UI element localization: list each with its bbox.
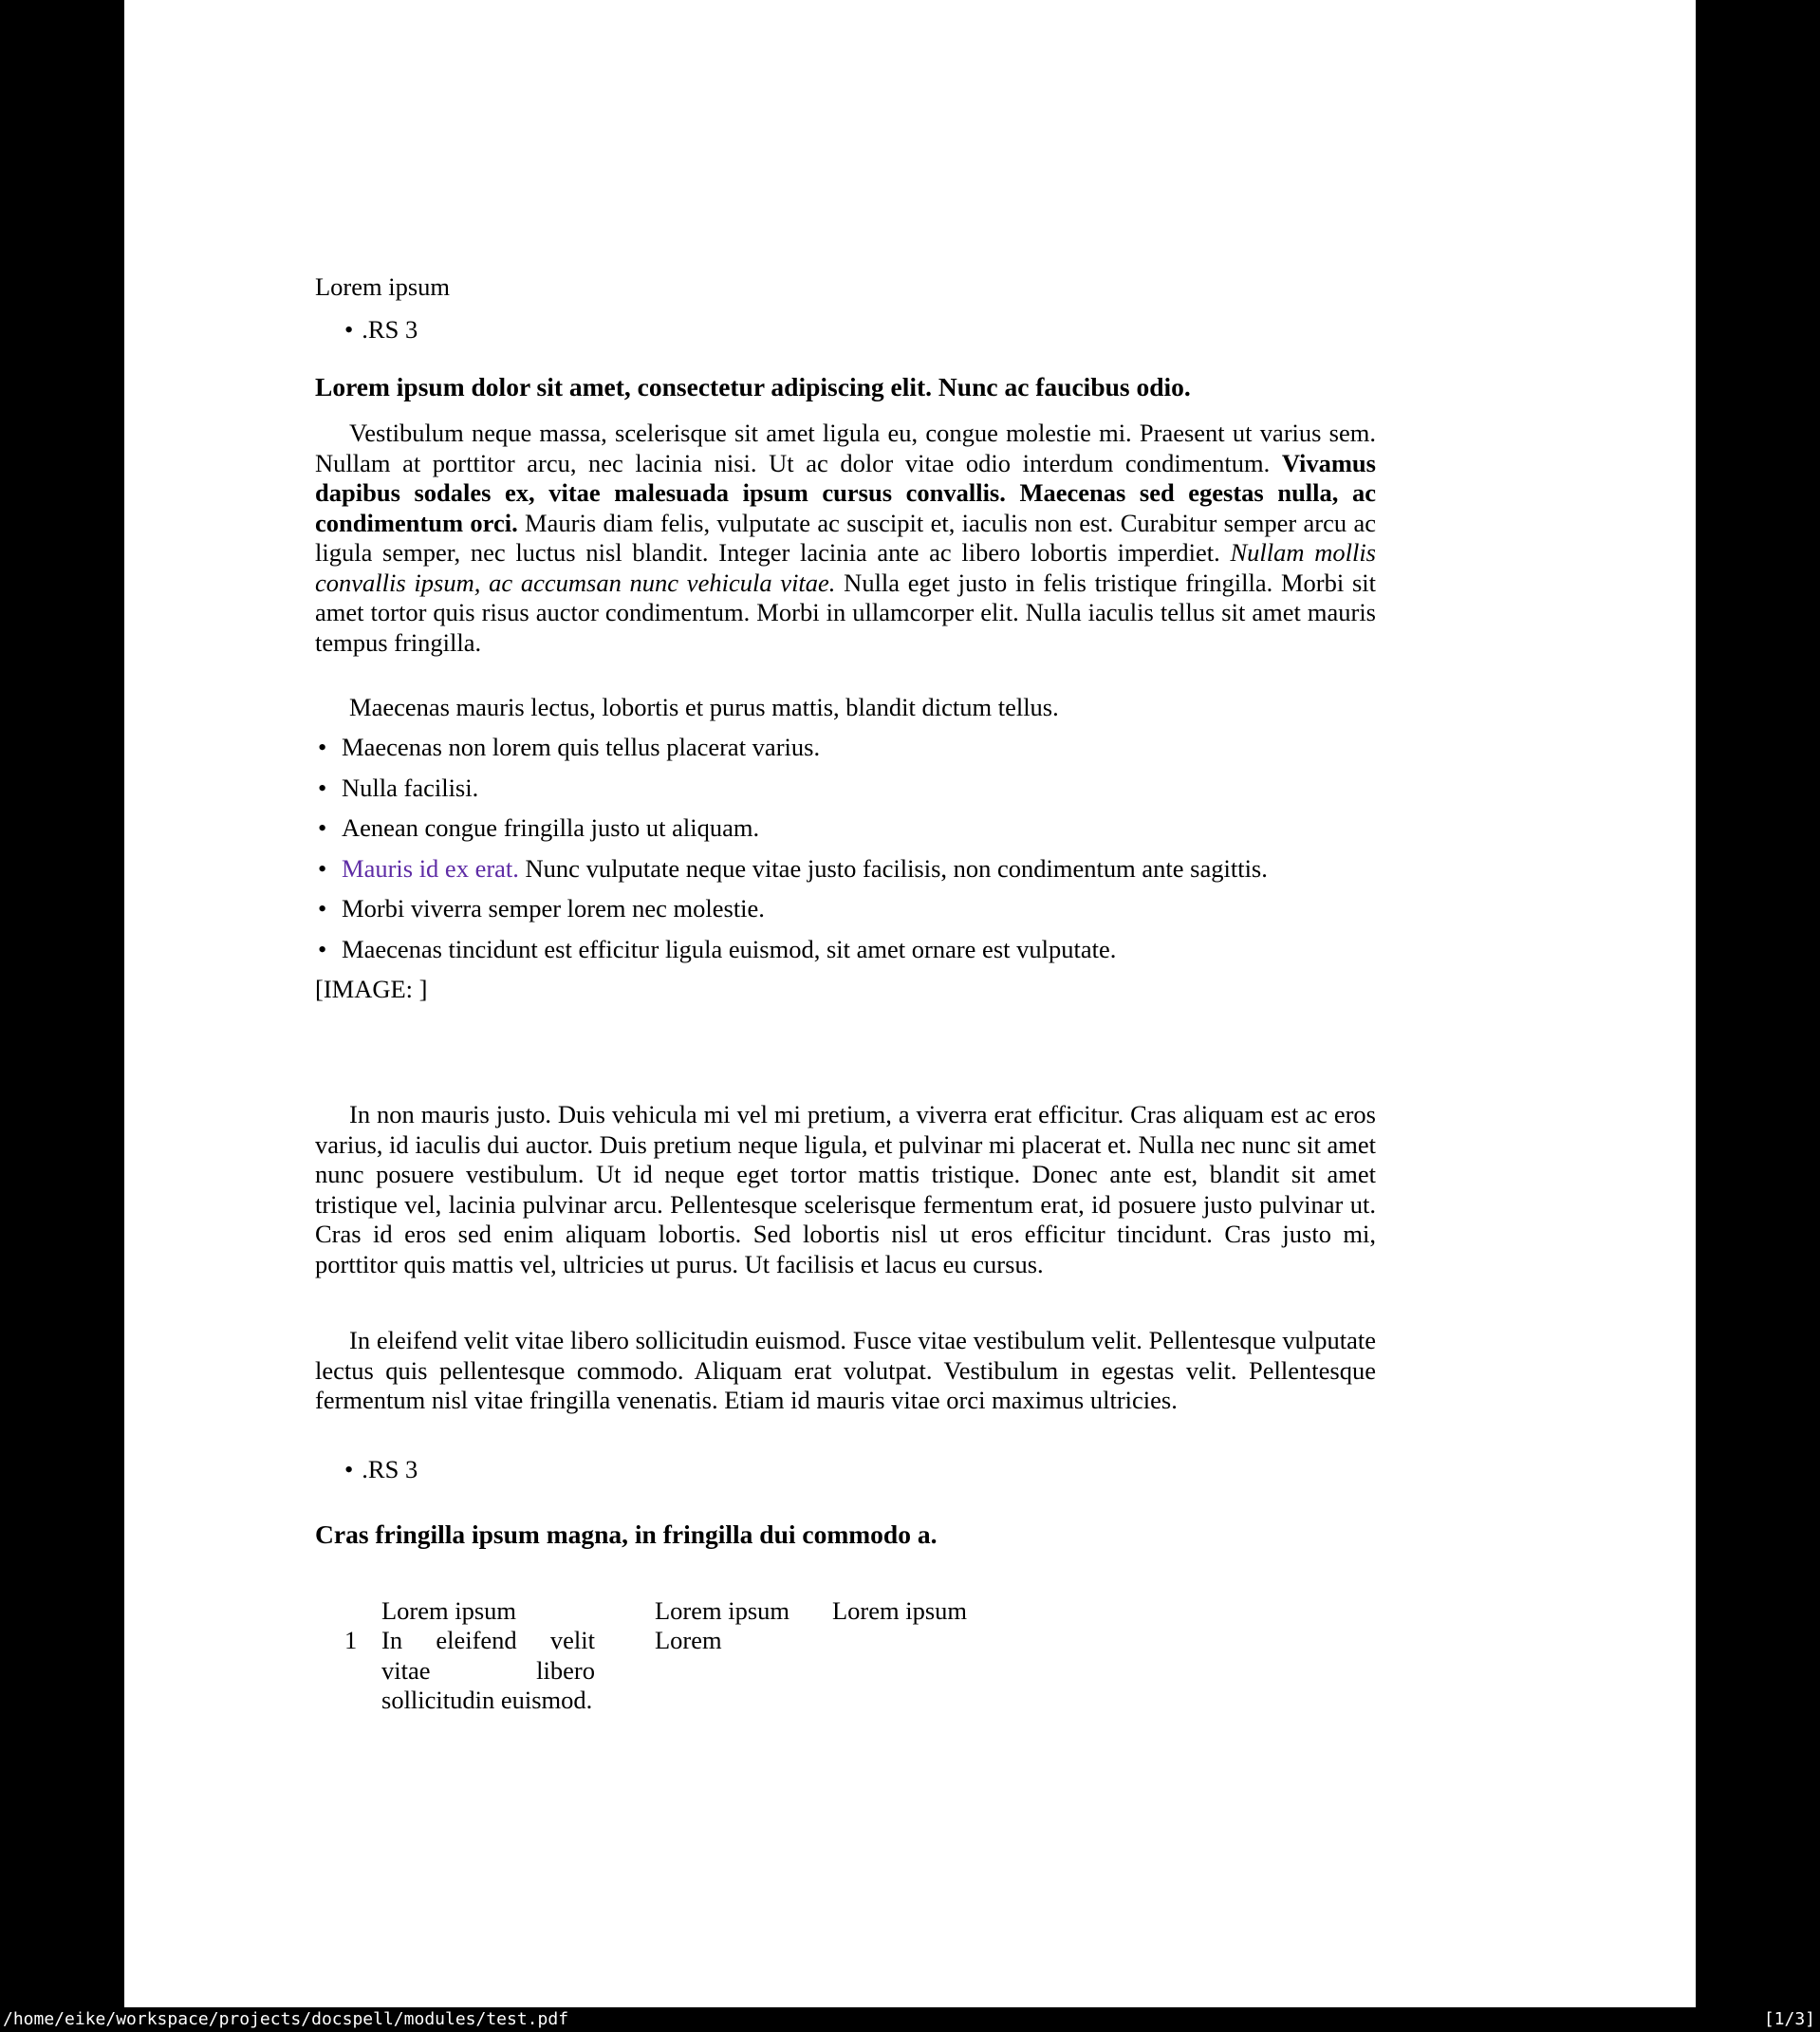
rs-directive-item: [344, 315, 418, 345]
paragraph-2: In non mauris justo. Duis vehicula mi vel mi pretium, a viverra erat efficitur. Cras aliquam est ac eros varius, id iaculis dui auctor. Duis pretium neque ligula, et pulvinar mi placerat et. Nulla nec nunc sit amet nunc posuere vestibulum. Ut id neque eget tortor mattis tristique. Donec ante est, blandit sit amet tristique vel, lacinia pulvinar arcu. Pellentesque scelerisque fermentum erat, id posuere justo pulvinar ut. Cras id eros sed enim aliquam lobortis. Sed lobortis nisl ut eros efficitur tincidunt. Cras justo mi, porttitor quis mattis vel, ultricies ut purus. Ut facilisis et lacus eu cursus.: [315, 1100, 1376, 1278]
list-item-text: Maecenas tincidunt est efficitur ligula euismod, sit amet ornare est vulputate.: [342, 935, 1117, 963]
paragraph-1: [315, 419, 1376, 658]
section-heading-2: Cras fringilla ipsum magna, in fringilla dui commodo a.: [315, 1519, 938, 1549]
document-page[interactable]: [124, 0, 1696, 2007]
list-item: [318, 813, 1376, 844]
list-item-text: [342, 854, 1376, 885]
table-cell: In eleifend velit vitae libero sollicitudin euismod.: [381, 1626, 595, 1714]
paragraph-1-run-bold: Vivamus dapibus sodales ex, vitae malesuada ipsum cursus convallis. Maecenas sed egestas nulla, ac condimentum orci.: [315, 448, 1376, 537]
section-heading-1: Lorem ipsum dolor sit amet, consectetur adipiscing elit. Nunc ac faucibus odio.: [315, 372, 1191, 401]
list-item-text: Nunc vulputate neque vitae justo facilisis, non condimentum ante sagittis.: [518, 854, 1268, 883]
statusbar: [0, 2007, 1820, 2032]
image-placeholder: [IMAGE: ]: [315, 975, 428, 1003]
bullet-icon: •: [344, 315, 354, 344]
paragraph-1-run-normal: Nulla eget justo in felis tristique fringilla. Morbi sit amet tortor quis risus auctor condimentum. Morbi in ullamcorper elit. Nulla iaculis tellus sit amet mauris tempus fringilla.: [315, 568, 1376, 657]
list-item: [318, 894, 1376, 924]
table-row-number: 1: [344, 1626, 358, 1654]
bullet-icon: •: [344, 1455, 354, 1483]
table-header-cell: Lorem ipsum: [832, 1596, 968, 1625]
list-item: [318, 935, 1376, 965]
table-header-cell: Lorem ipsum: [381, 1596, 517, 1625]
paragraph-1-run-italic: Nullam mollis convallis ipsum, ac accumsan nunc vehicula vitae.: [315, 538, 1376, 597]
lead-line: Maecenas mauris lectus, lobortis et purus mattis, blandit dictum tellus.: [349, 693, 1059, 721]
bullet-icon: •: [318, 813, 327, 842]
statusbar-page-indicator: [1/3]: [1763, 2009, 1815, 2029]
rs-directive-item: [344, 1455, 418, 1485]
list-item-text: Maecenas non lorem quis tellus placerat varius.: [342, 733, 821, 761]
list-item-text: Nulla facilisi.: [342, 774, 479, 802]
bullet-icon: •: [318, 854, 327, 883]
statusbar-file-path: /home/eike/workspace/projects/docspell/modules/test.pdf: [3, 2009, 569, 2029]
bullet-icon: •: [318, 894, 327, 923]
bullet-icon: •: [318, 733, 327, 761]
bullet-icon: •: [318, 774, 327, 802]
paragraph-1-run-normal: Vestibulum neque massa, scelerisque sit amet ligula eu, congue molestie mi. Praesent ut varius sem. Nullam at porttitor arcu, nec lacinia nisi. Ut ac dolor vitae odio interdum condimentum.: [315, 419, 1376, 477]
list-item: [318, 854, 1376, 885]
table-cell: Lorem: [655, 1626, 722, 1654]
paragraph-3: In eleifend velit vitae libero sollicitudin euismod. Fusce vitae vestibulum velit. Pellentesque vulputate lectus quis pellentesque commodo. Aliquam erat volutpat. Vestibulum in egestas velit. Pellentesque fermentum nisl vitae fringilla venenatis. Etiam id mauris vitae orci maximus ultricies.: [315, 1326, 1376, 1414]
bullet-icon: •: [318, 935, 327, 963]
table-header-cell: Lorem ipsum: [655, 1596, 790, 1625]
paragraph-1-run-normal: Mauris diam felis, vulputate ac suscipit et, iaculis non est. Curabitur semper arcu ac ligula semper, nec luctus nisl blandit. Integer lacinia ante ac libero lobortis imperdiet.: [315, 508, 1376, 567]
list-item-text: Morbi viverra semper lorem nec molestie.: [342, 894, 765, 923]
list-item: [318, 774, 1376, 804]
list-item-text: Aenean congue fringilla justo ut aliquam.: [342, 813, 760, 842]
hyperlink[interactable]: Mauris id ex erat.: [342, 854, 519, 883]
rs-directive-text: .RS 3: [362, 1455, 418, 1483]
intro-label: Lorem ipsum: [315, 272, 451, 301]
rs-directive-text: .RS 3: [362, 315, 418, 344]
list-item: [318, 733, 1376, 763]
